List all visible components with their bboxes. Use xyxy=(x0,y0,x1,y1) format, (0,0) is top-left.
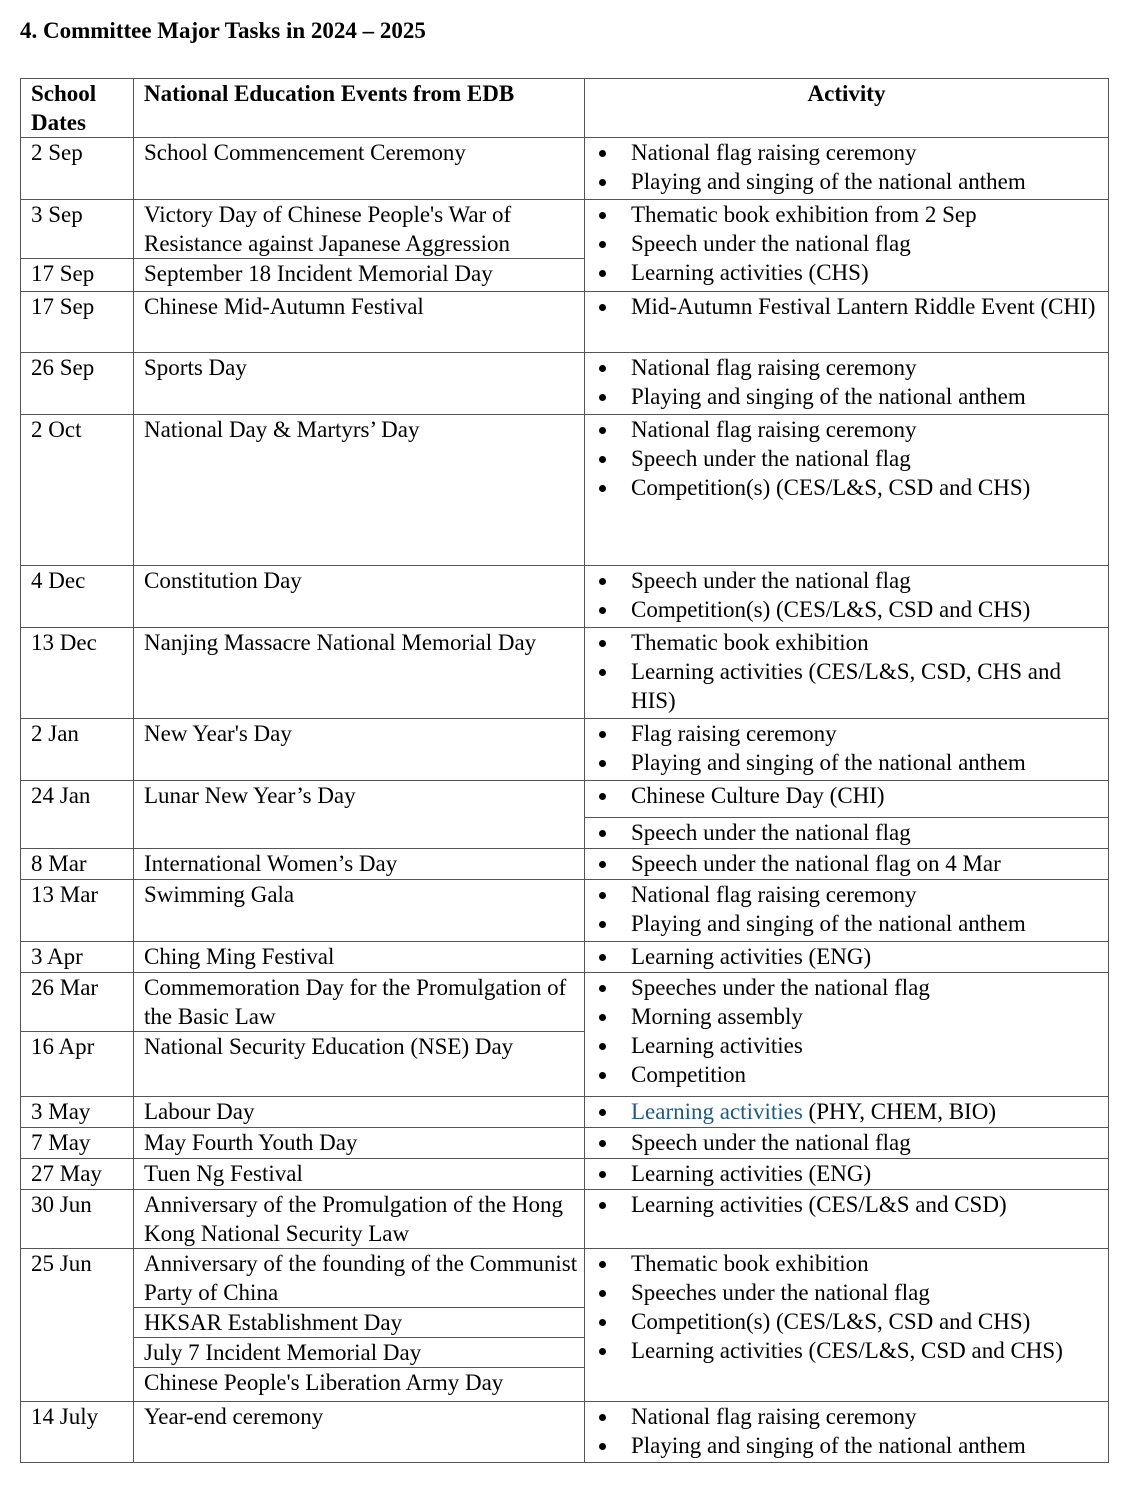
table-row xyxy=(21,1128,1109,1159)
activity-cell xyxy=(585,1190,1109,1249)
table-row xyxy=(21,1402,1109,1463)
activity-cell xyxy=(585,200,1109,292)
event-cell: July 7 Incident Memorial Day xyxy=(134,1338,585,1368)
event-cell: School Commencement Ceremony xyxy=(134,138,585,200)
event-cell: May Fourth Youth Day xyxy=(134,1128,585,1159)
date-cell: 13 Mar xyxy=(21,880,134,942)
event-cell: September 18 Incident Memorial Day xyxy=(134,259,585,292)
activity-cell xyxy=(585,1249,1109,1402)
date-cell: 26 Mar xyxy=(21,973,134,1032)
event-cell: International Women’s Day xyxy=(134,849,585,880)
table-row xyxy=(21,880,1109,942)
event-cell: Sports Day xyxy=(134,353,585,415)
event-cell: Year-end ceremony xyxy=(134,1402,585,1463)
committee-tasks-table xyxy=(20,78,1109,1463)
date-cell: 2 Jan xyxy=(21,719,134,781)
date-cell: 14 July xyxy=(21,1402,134,1463)
activity-item: Playing and singing of the national anthem xyxy=(595,909,1108,938)
activity-item: Playing and singing of the national anthem xyxy=(595,1431,1108,1460)
table-row xyxy=(21,353,1109,415)
table-row xyxy=(21,415,1109,566)
table-row xyxy=(21,1249,1109,1308)
activity-item: Flag raising ceremony xyxy=(595,719,1108,748)
activity-item: Thematic book exhibition xyxy=(595,628,1108,657)
event-cell: Ching Ming Festival xyxy=(134,942,585,973)
activity-item: Learning activities (ENG) xyxy=(595,942,1108,971)
activity-item: Speech under the national flag xyxy=(595,444,1108,473)
event-cell: Tuen Ng Festival xyxy=(134,1159,585,1190)
activity-item: Speech under the national flag xyxy=(595,566,1108,595)
table-row xyxy=(21,628,1109,719)
table-row xyxy=(21,292,1109,353)
event-cell: Chinese People's Liberation Army Day xyxy=(134,1368,585,1402)
table-row xyxy=(21,1159,1109,1190)
activity-item: Competition(s) (CES/L&S, CSD and CHS) xyxy=(595,473,1108,502)
activity-item: National flag raising ceremony xyxy=(595,353,1108,382)
event-cell: Lunar New Year’s Day xyxy=(134,781,585,849)
date-cell: 7 May xyxy=(21,1128,134,1159)
activity-item-suffix: (PHY, CHEM, BIO) xyxy=(802,1099,996,1124)
activity-cell xyxy=(585,292,1109,353)
activity-item: National flag raising ceremony xyxy=(595,415,1108,444)
table-row xyxy=(21,973,1109,1032)
activity-item: Learning activities xyxy=(595,1031,1108,1060)
activity-item: Competition(s) (CES/L&S, CSD and CHS) xyxy=(595,595,1108,624)
activity-item: Learning activities (CES/L&S and CSD) xyxy=(595,1190,1108,1219)
activity-item: Competition(s) (CES/L&S, CSD and CHS) xyxy=(595,1307,1108,1336)
event-cell: Anniversary of the founding of the Communist Party of China xyxy=(134,1249,585,1308)
table-row xyxy=(21,942,1109,973)
event-cell: National Day & Martyrs’ Day xyxy=(134,415,585,566)
table-row xyxy=(21,719,1109,781)
table-row xyxy=(21,200,1109,259)
activity-item: National flag raising ceremony xyxy=(595,880,1108,909)
activity-cell xyxy=(585,973,1109,1097)
date-cell: 26 Sep xyxy=(21,353,134,415)
event-cell: Constitution Day xyxy=(134,566,585,628)
activity-cell xyxy=(585,719,1109,781)
date-cell: 17 Sep xyxy=(21,292,134,353)
activity-cell xyxy=(585,1159,1109,1190)
date-cell: 17 Sep xyxy=(21,259,134,292)
date-cell: 3 Sep xyxy=(21,200,134,259)
event-cell: Chinese Mid-Autumn Festival xyxy=(134,292,585,353)
table-row xyxy=(21,849,1109,880)
activity-cell xyxy=(585,849,1109,880)
activity-item: Speech under the national flag xyxy=(595,229,1108,258)
event-cell: Commemoration Day for the Promulgation of the Basic Law xyxy=(134,973,585,1032)
activity-item: Mid-Autumn Festival Lantern Riddle Event (CHI) xyxy=(595,292,1108,321)
table-row xyxy=(21,781,1109,818)
activity-cell xyxy=(585,138,1109,200)
table-row xyxy=(21,1097,1109,1128)
date-cell: 13 Dec xyxy=(21,628,134,719)
event-cell: National Security Education (NSE) Day xyxy=(134,1032,585,1097)
activity-cell xyxy=(585,628,1109,719)
activity-cell xyxy=(585,353,1109,415)
header-activity: Activity xyxy=(585,79,1109,138)
activity-cell xyxy=(585,818,1109,849)
page-title: 4. Committee Major Tasks in 2024 – 2025 xyxy=(20,18,426,43)
activity-item: Speeches under the national flag xyxy=(595,973,1108,1002)
activity-item: Speeches under the national flag xyxy=(595,1278,1108,1307)
table-row xyxy=(21,566,1109,628)
activity-item xyxy=(595,1097,1108,1126)
event-cell: Labour Day xyxy=(134,1097,585,1128)
activity-item: Morning assembly xyxy=(595,1002,1108,1031)
activity-item: Learning activities (CHS) xyxy=(595,258,1108,287)
activity-item: National flag raising ceremony xyxy=(595,1402,1108,1431)
table-row xyxy=(21,1190,1109,1249)
header-school-dates: School Dates xyxy=(21,79,134,138)
activity-cell xyxy=(585,880,1109,942)
date-cell: 8 Mar xyxy=(21,849,134,880)
activity-item: Playing and singing of the national anthem xyxy=(595,748,1108,777)
event-cell: Victory Day of Chinese People's War of Resistance against Japanese Aggression xyxy=(134,200,585,259)
activity-item: Thematic book exhibition xyxy=(595,1249,1108,1278)
date-cell: 3 Apr xyxy=(21,942,134,973)
activity-cell xyxy=(585,1402,1109,1463)
activity-cell xyxy=(585,781,1109,818)
activity-item: Speech under the national flag xyxy=(595,818,1108,847)
date-cell: 3 May xyxy=(21,1097,134,1128)
date-cell: 16 Apr xyxy=(21,1032,134,1097)
activity-item: Speech under the national flag on 4 Mar xyxy=(595,849,1108,878)
date-cell: 4 Dec xyxy=(21,566,134,628)
event-cell: HKSAR Establishment Day xyxy=(134,1308,585,1338)
event-cell: Swimming Gala xyxy=(134,880,585,942)
activity-item: Competition xyxy=(595,1060,1108,1089)
activity-item: Learning activities (CES/L&S, CSD, CHS and HIS) xyxy=(595,657,1108,715)
activity-item: Speech under the national flag xyxy=(595,1128,1108,1157)
date-cell: 27 May xyxy=(21,1159,134,1190)
date-cell: 24 Jan xyxy=(21,781,134,849)
activity-cell xyxy=(585,566,1109,628)
table-header-row xyxy=(21,79,1109,138)
activity-item: Learning activities (ENG) xyxy=(595,1159,1108,1188)
date-cell: 30 Jun xyxy=(21,1190,134,1249)
learning-activities-link[interactable]: Learning activities xyxy=(631,1099,803,1124)
activity-item: Playing and singing of the national anthem xyxy=(595,382,1108,411)
date-cell: 2 Sep xyxy=(21,138,134,200)
activity-item: Thematic book exhibition from 2 Sep xyxy=(595,200,1108,229)
table-row xyxy=(21,138,1109,200)
date-cell: 25 Jun xyxy=(21,1249,134,1402)
date-cell: 2 Oct xyxy=(21,415,134,566)
activity-item: Learning activities (CES/L&S, CSD and CHS) xyxy=(595,1336,1108,1365)
activity-item: Chinese Culture Day (CHI) xyxy=(595,781,1108,810)
activity-cell xyxy=(585,1128,1109,1159)
activity-cell xyxy=(585,1097,1109,1128)
event-cell: New Year's Day xyxy=(134,719,585,781)
activity-item: National flag raising ceremony xyxy=(595,138,1108,167)
event-cell: Nanjing Massacre National Memorial Day xyxy=(134,628,585,719)
event-cell: Anniversary of the Promulgation of the Hong Kong National Security Law xyxy=(134,1190,585,1249)
header-national-events: National Education Events from EDB xyxy=(134,79,585,138)
activity-cell xyxy=(585,942,1109,973)
activity-item: Playing and singing of the national anthem xyxy=(595,167,1108,196)
activity-cell xyxy=(585,415,1109,566)
